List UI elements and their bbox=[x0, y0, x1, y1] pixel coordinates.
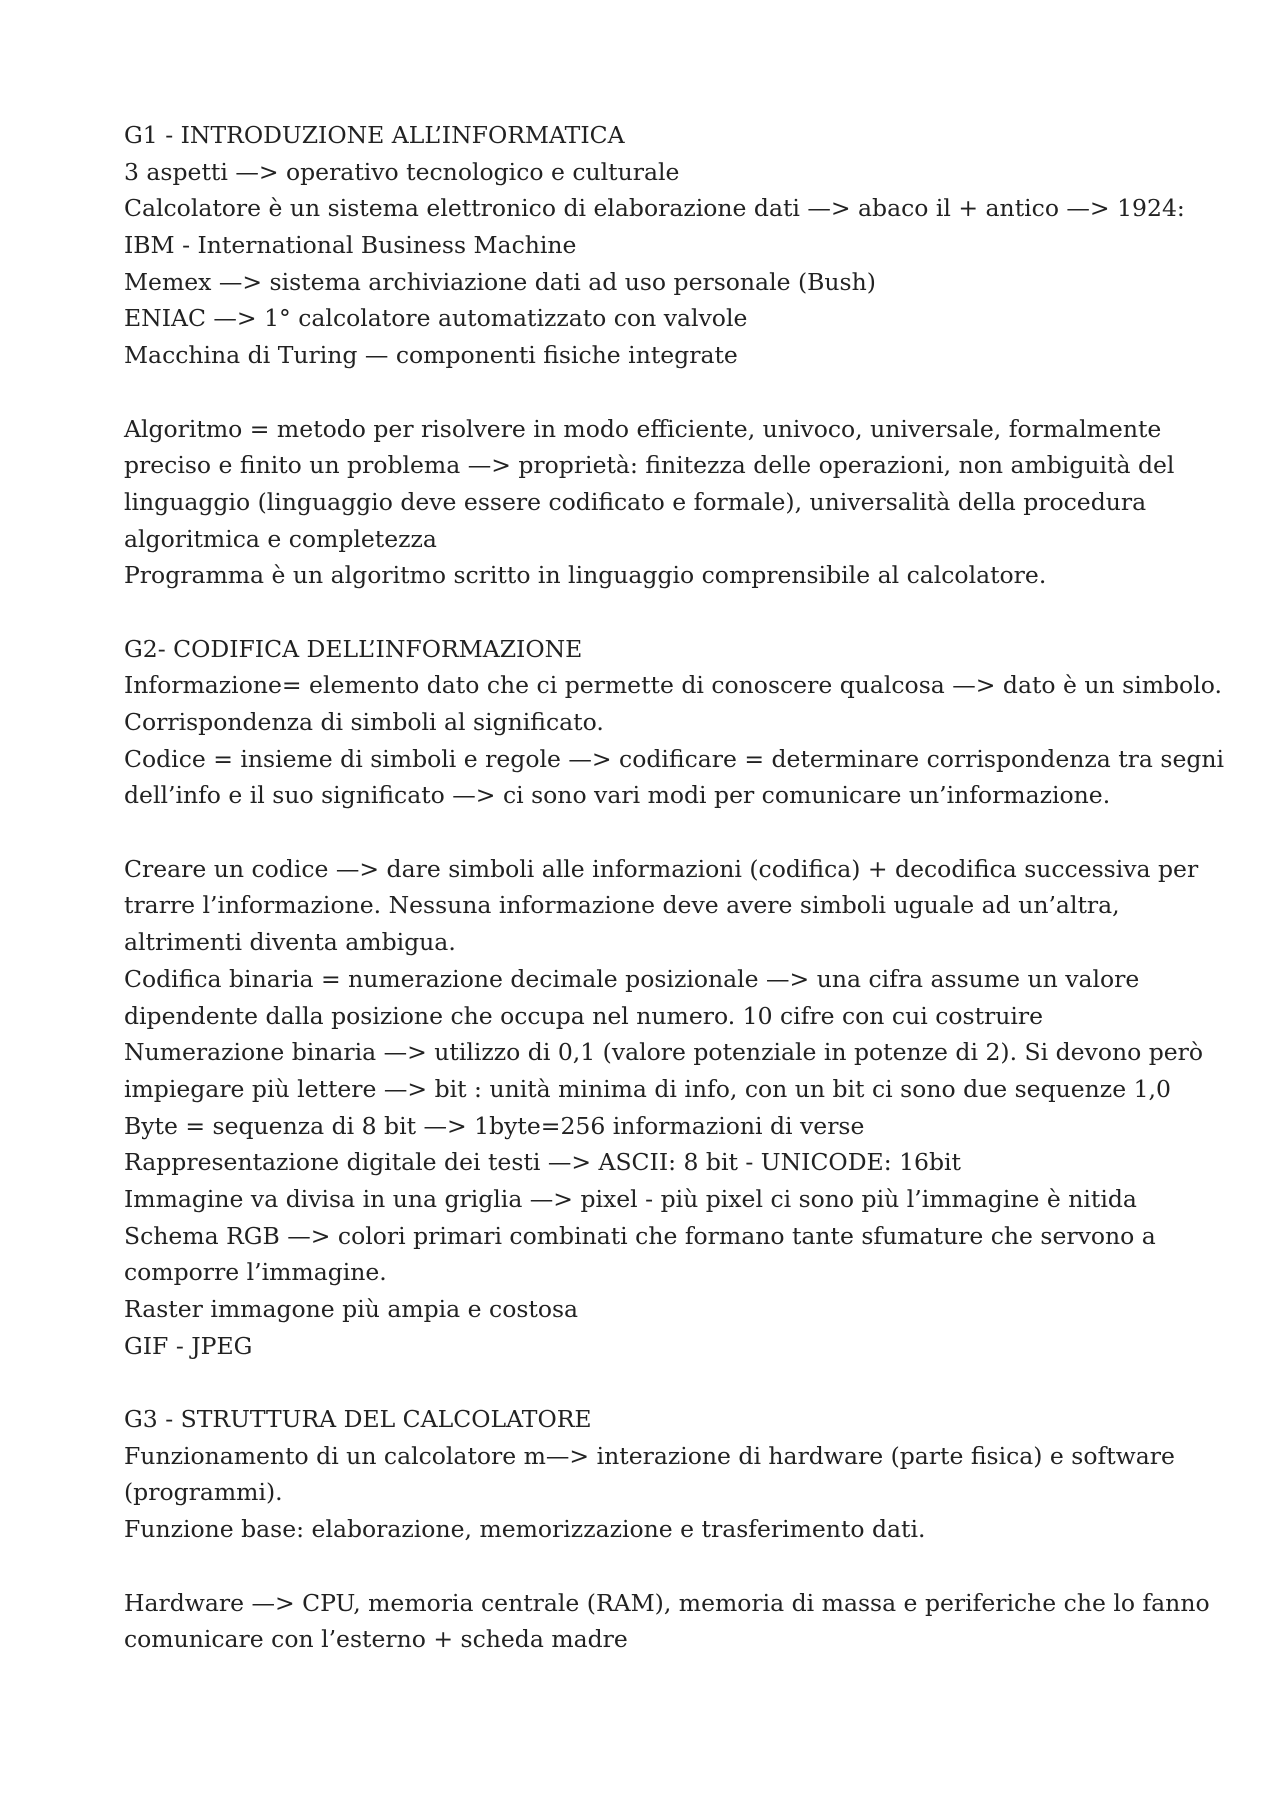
text-line: ENIAC —> 1° calcolatore automatizzato con valvole bbox=[124, 304, 748, 333]
text-line: 3 aspetti —> operativo tecnologico e culturale bbox=[124, 157, 680, 186]
paragraph-gap bbox=[124, 814, 1224, 851]
text-line: Corrispondenza di simboli al significato. bbox=[124, 708, 604, 736]
text-line: (programmi). bbox=[124, 1478, 283, 1507]
text-line: comporre l’immagine. bbox=[124, 1258, 387, 1287]
text-line: linguaggio (linguaggio deve essere codificato e formale), universalità della procedura bbox=[124, 487, 1147, 516]
text-line: Creare un codice —> dare simboli alle informazioni (codifica) + decodifica successiva per bbox=[124, 854, 1199, 883]
text-line: Codice = insieme di simboli e regole —> codificare = determinare corrispondenza tra segni bbox=[124, 744, 1225, 773]
text-line: Algoritmo = metodo per risolvere in modo efficiente, univoco, universale, formalmente bbox=[124, 414, 1162, 443]
text-line: dell’info e il suo significato —> ci sono vari modi per comunicare un’informazione. bbox=[124, 781, 1111, 810]
text-line: Numerazione binaria —> utilizzo di 0,1 (valore potenziale in potenze di 2). Si devono però bbox=[124, 1038, 1204, 1067]
text-line: Funzione base: elaborazione, memorizzazione e trasferimento dati. bbox=[124, 1515, 926, 1544]
text-line: IBM - International Business Machine bbox=[124, 231, 577, 260]
text-line: Rappresentazione digitale dei testi —> ASCII: 8 bit - UNICODE: 16bit bbox=[124, 1148, 961, 1177]
text-line: preciso e finito un problema —> proprietà: finitezza delle operazioni, non ambiguità del bbox=[124, 451, 1175, 480]
section-title: G3 - STRUTTURA DEL CALCOLATORE bbox=[124, 1405, 592, 1434]
text-line: Hardware —> CPU, memoria centrale (RAM), memoria di massa e periferiche che lo fanno bbox=[124, 1588, 1210, 1617]
text-line: Calcolatore è un sistema elettronico di elaborazione dati —> abaco il + antico —> 1924: bbox=[124, 194, 1185, 223]
text-line: Macchina di Turing — componenti fisiche integrate bbox=[124, 341, 738, 370]
text-line: Raster immagone più ampia e costosa bbox=[124, 1295, 579, 1323]
text-line: Programma è un algoritmo scritto in linguaggio comprensibile al calcolatore. bbox=[124, 561, 1047, 590]
section-g1 bbox=[124, 117, 1224, 631]
paragraph-gap bbox=[124, 374, 1224, 411]
text-line: comunicare con l’esterno + scheda madre bbox=[124, 1625, 628, 1654]
paragraph-gap bbox=[124, 594, 1224, 631]
text-line: altrimenti diventa ambigua. bbox=[124, 928, 456, 957]
text-line: Codifica binaria = numerazione decimale posizionale —> una cifra assume un valore bbox=[124, 964, 1140, 993]
text-line: Immagine va divisa in una griglia —> pixel - più pixel ci sono più l’immagine è nitida bbox=[124, 1184, 1137, 1213]
text-line: dipendente dalla posizione che occupa nel numero. 10 cifre con cui costruire bbox=[124, 1001, 1044, 1030]
section-g3 bbox=[124, 1401, 1224, 1658]
text-line: Schema RGB —> colori primari combinati che formano tante sfumature che servono a bbox=[124, 1221, 1156, 1250]
text-line: Informazione= elemento dato che ci permette di conoscere qualcosa —> dato è un simbolo. bbox=[124, 671, 1222, 700]
paragraph-gap bbox=[124, 1364, 1224, 1401]
text-line: Byte = sequenza di 8 bit —> 1byte=256 informazioni di verse bbox=[124, 1111, 865, 1140]
document-page bbox=[124, 117, 1224, 1658]
section-g2 bbox=[124, 631, 1224, 1401]
text-line: algoritmica e completezza bbox=[124, 524, 437, 553]
text-line: GIF - JPEG bbox=[124, 1331, 253, 1360]
text-line: Funzionamento di un calcolatore m—> interazione di hardware (parte fisica) e software bbox=[124, 1441, 1175, 1470]
paragraph-gap bbox=[124, 1548, 1224, 1585]
text-line: Memex —> sistema archiviazione dati ad uso personale (Bush) bbox=[124, 267, 876, 296]
section-title: G1 - INTRODUZIONE ALL’INFORMATICA bbox=[124, 121, 625, 149]
section-title: G2- CODIFICA DELL’INFORMAZIONE bbox=[124, 634, 583, 663]
text-line: impiegare più lettere —> bit : unità minima di info, con un bit ci sono due sequenze 1,0 bbox=[124, 1074, 1171, 1103]
text-line: trarre l’informazione. Nessuna informazione deve avere simboli uguale ad un’altra, bbox=[124, 891, 1120, 920]
